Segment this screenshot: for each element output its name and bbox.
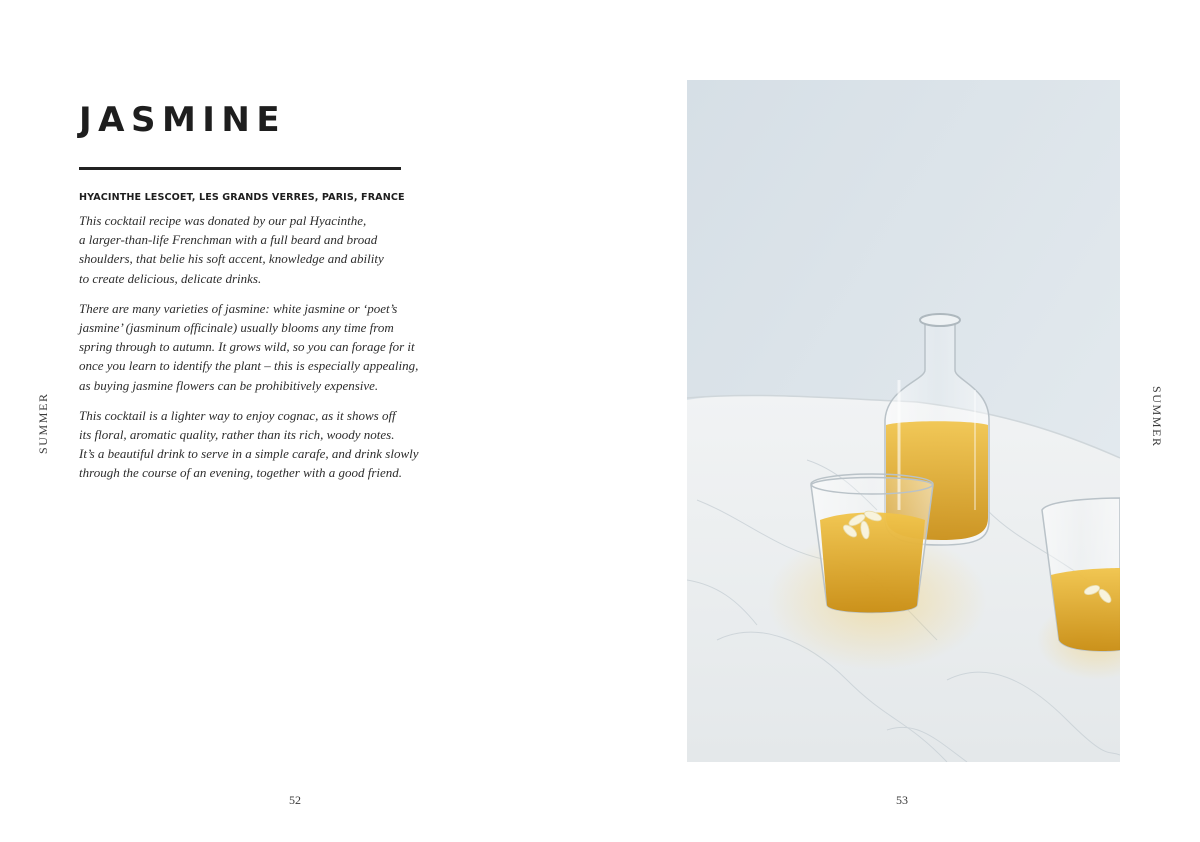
- text-line: as buying jasmine flowers can be prohibitively expensive.: [79, 377, 379, 393]
- recipe-title: JASMINE: [79, 100, 287, 140]
- paragraph: [79, 406, 419, 483]
- text-line: shoulders, that belie his soft accent, knowledge and ability: [79, 251, 384, 267]
- page-number-right: 53: [896, 793, 908, 807]
- title-divider: [79, 167, 401, 170]
- section-label-right: SUMMER: [1150, 386, 1164, 448]
- text-line: This cocktail recipe was donated by our pal Hyacinthe,: [79, 213, 367, 228]
- text-line: through the course of an evening, together with a good friend.: [79, 465, 403, 481]
- intro-text: [79, 211, 419, 494]
- paragraph: [79, 211, 409, 288]
- text-line: There are many varieties of jasmine: white jasmine or ‘poet’s: [79, 300, 398, 316]
- text-line: a larger-than-life Frenchman with a full beard and broad: [79, 232, 378, 248]
- text-line: to create delicious, delicate drinks.: [79, 270, 262, 286]
- section-label-left: SUMMER: [36, 392, 50, 454]
- text-line: once you learn to identify the plant – this is especially appealing,: [79, 358, 419, 374]
- text-line: its floral, aromatic quality, rather than its rich, woody notes.: [79, 427, 395, 443]
- text-line: spring through to autumn. It grows wild, so you can forage for it: [79, 339, 415, 355]
- text-line: This cocktail is a lighter way to enjoy cognac, as it shows off: [79, 407, 396, 423]
- text-line: It’s a beautiful drink to serve in a simple carafe, and drink slowly: [79, 446, 419, 462]
- recipe-credit: HYACINTHE LESCOET, LES GRANDS VERRES, PARIS, FRANCE: [79, 192, 405, 203]
- photo-carafe-and-glasses: [687, 80, 1120, 762]
- text-line: jasmine’ (jasminum officinale) usually blooms any time from: [79, 320, 394, 336]
- page-number-left: 52: [289, 793, 301, 807]
- photo-glass-front: [811, 474, 933, 613]
- paragraph: [79, 299, 419, 395]
